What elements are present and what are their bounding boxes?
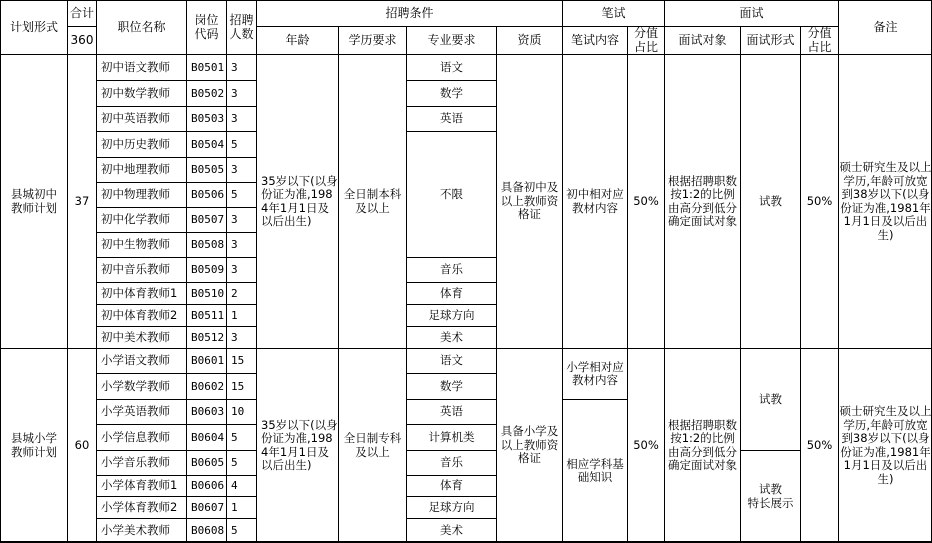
header-position-name: 职位名称 [117,19,166,34]
recruit-count: 3 [231,163,238,177]
position-code: B0506 [191,188,225,202]
recruit-count: 3 [231,263,238,277]
header-written: 笔试 [601,5,626,20]
written-ratio: 50% [633,437,659,452]
major-requirement: 语文 [440,59,463,74]
position-code: B0507 [191,213,225,227]
plan-form: 县城小学 教师计划 [11,431,57,459]
position-name: 小学语文教师 [101,353,170,368]
age-requirement: 35岁以下(以身份证为准,1984年1月1日及以后出生) [261,173,338,228]
position-code: B0512 [191,330,225,344]
major-requirement: 语文 [440,353,463,368]
age-requirement: 35岁以下(以身份证为准,1984年1月1日及以后出生) [261,417,338,472]
header-major: 专业要求 [427,32,476,47]
major-requirement: 英语 [440,404,463,419]
position-name: 小学英语教师 [101,404,170,419]
recruit-count: 5 [231,430,238,444]
major-requirement: 音乐 [440,262,463,277]
education-requirement: 全日制本科及以上 [343,187,402,215]
major-requirement: 不限 [440,186,463,201]
recruit-count: 3 [231,60,238,74]
position-name: 初中生物教师 [101,237,170,252]
header-remarks: 备注 [873,19,898,34]
position-name: 初中化学教师 [101,212,170,227]
recruit-count: 5 [231,137,238,151]
position-name: 初中数学教师 [101,85,170,100]
qualification: 具备小学及以上教师资格证 [500,424,559,466]
recruit-count: 3 [231,330,238,344]
major-requirement: 体育 [440,285,463,300]
recruit-count: 5 [231,456,238,470]
recruit-count: 3 [231,112,238,126]
recruit-count: 15 [231,379,245,393]
position-name: 初中物理教师 [101,187,170,202]
major-requirement: 足球方向 [428,499,475,514]
position-name: 初中体育教师1 [101,285,178,300]
position-code: B0603 [191,405,225,419]
position-code: B0504 [191,137,225,151]
position-name: 小学体育教师1 [101,478,178,493]
position-name: 小学体育教师2 [101,499,178,514]
major-requirement: 体育 [440,478,463,493]
header-education: 学历要求 [348,32,397,47]
header-total-label: 合计 [69,5,94,20]
position-code: B0605 [191,456,225,470]
header-interview-form: 面试形式 [746,32,795,47]
interview-ratio: 50% [806,437,833,452]
interview-target: 根据招聘职数按1:2的比例由高分到低分确定面试对象 [668,173,737,228]
recruit-count: 3 [231,213,238,227]
position-code: B0509 [191,263,225,277]
major-requirement: 英语 [440,111,463,126]
interview-form: 试教 [759,193,782,208]
recruit-count: 5 [231,188,238,202]
header-recruit-count: 招聘 人数 [229,13,254,41]
position-code: B0502 [191,86,225,100]
position-name: 初中美术教师 [101,329,170,344]
header-interview-target: 面试对象 [678,32,727,47]
position-name: 小学数学教师 [101,378,170,393]
interview-form: 试教 特长展示 [747,482,794,510]
position-code: B0604 [191,430,225,444]
header-position-code: 岗位 代码 [194,13,219,41]
recruit-count: 3 [231,86,238,100]
major-requirement: 计算机类 [428,429,475,444]
major-requirement: 数学 [440,378,463,393]
remarks: 硕士研究生及以上学历,年龄可放宽到38岁以下(以身份证为准,1981年1月1日及以后出生) [839,160,932,242]
recruit-count: 3 [231,238,238,252]
header-age: 年龄 [285,32,310,47]
header-interview: 面试 [739,5,764,20]
education-requirement: 全日制专科及以上 [343,431,402,459]
major-requirement: 足球方向 [428,307,475,322]
written-ratio: 50% [633,193,659,208]
recruit-count: 2 [231,286,238,300]
position-name: 小学美术教师 [101,522,170,537]
position-name: 初中语文教师 [101,59,170,74]
interview-target: 根据招聘职数按1:2的比例由高分到低分确定面试对象 [668,417,737,472]
position-code: B0508 [191,238,225,252]
position-code: B0602 [191,379,225,393]
interview-ratio: 50% [806,193,833,208]
recruit-count: 4 [231,479,238,493]
recruit-count: 1 [231,308,238,322]
plan-form: 县城初中 教师计划 [11,187,57,215]
header-written-ratio: 分值 占比 [633,26,658,54]
remarks: 硕士研究生及以上学历,年龄可放宽到38岁以下(以身份证为准,1981年1月1日及以后出生) [839,404,932,486]
recruit-count: 10 [231,405,245,419]
written-content: 小学相对应教材内容 [566,359,624,387]
position-code: B0608 [191,523,225,537]
position-code: B0606 [191,479,225,493]
position-code: B0601 [191,354,225,368]
position-code: B0503 [191,112,225,126]
interview-form: 试教 [759,391,782,406]
position-code: B0510 [191,286,225,300]
major-requirement: 数学 [440,85,463,100]
position-name: 初中地理教师 [101,162,170,177]
major-requirement: 美术 [440,329,463,344]
written-content: 相应学科基础知识 [566,456,624,484]
position-name: 初中英语教师 [101,111,170,126]
position-code: B0501 [191,60,225,74]
written-content: 初中相对应教材内容 [566,187,624,215]
header-written-content: 笔试内容 [570,32,619,47]
group-total: 60 [74,437,90,452]
position-code: B0511 [191,308,225,322]
major-requirement: 美术 [440,522,463,537]
position-code: B0505 [191,163,225,177]
header-interview-ratio: 分值 占比 [807,26,832,54]
header-plan-form: 计划形式 [9,19,58,34]
header-total-value: 360 [70,32,94,47]
qualification: 具备初中及以上教师资格证 [500,180,559,222]
header-conditions: 招聘条件 [385,5,434,20]
position-name: 小学信息教师 [101,429,170,444]
major-requirement: 音乐 [440,455,463,470]
header-qualification: 资质 [517,32,542,47]
recruit-count: 5 [231,523,238,537]
recruit-count: 1 [231,500,238,514]
position-code: B0607 [191,500,225,514]
group-total: 37 [74,193,90,208]
recruit-count: 15 [231,354,245,368]
position-name: 初中体育教师2 [101,307,178,322]
position-name: 初中历史教师 [101,136,170,151]
position-name: 小学音乐教师 [101,455,170,470]
position-name: 初中音乐教师 [101,262,170,277]
